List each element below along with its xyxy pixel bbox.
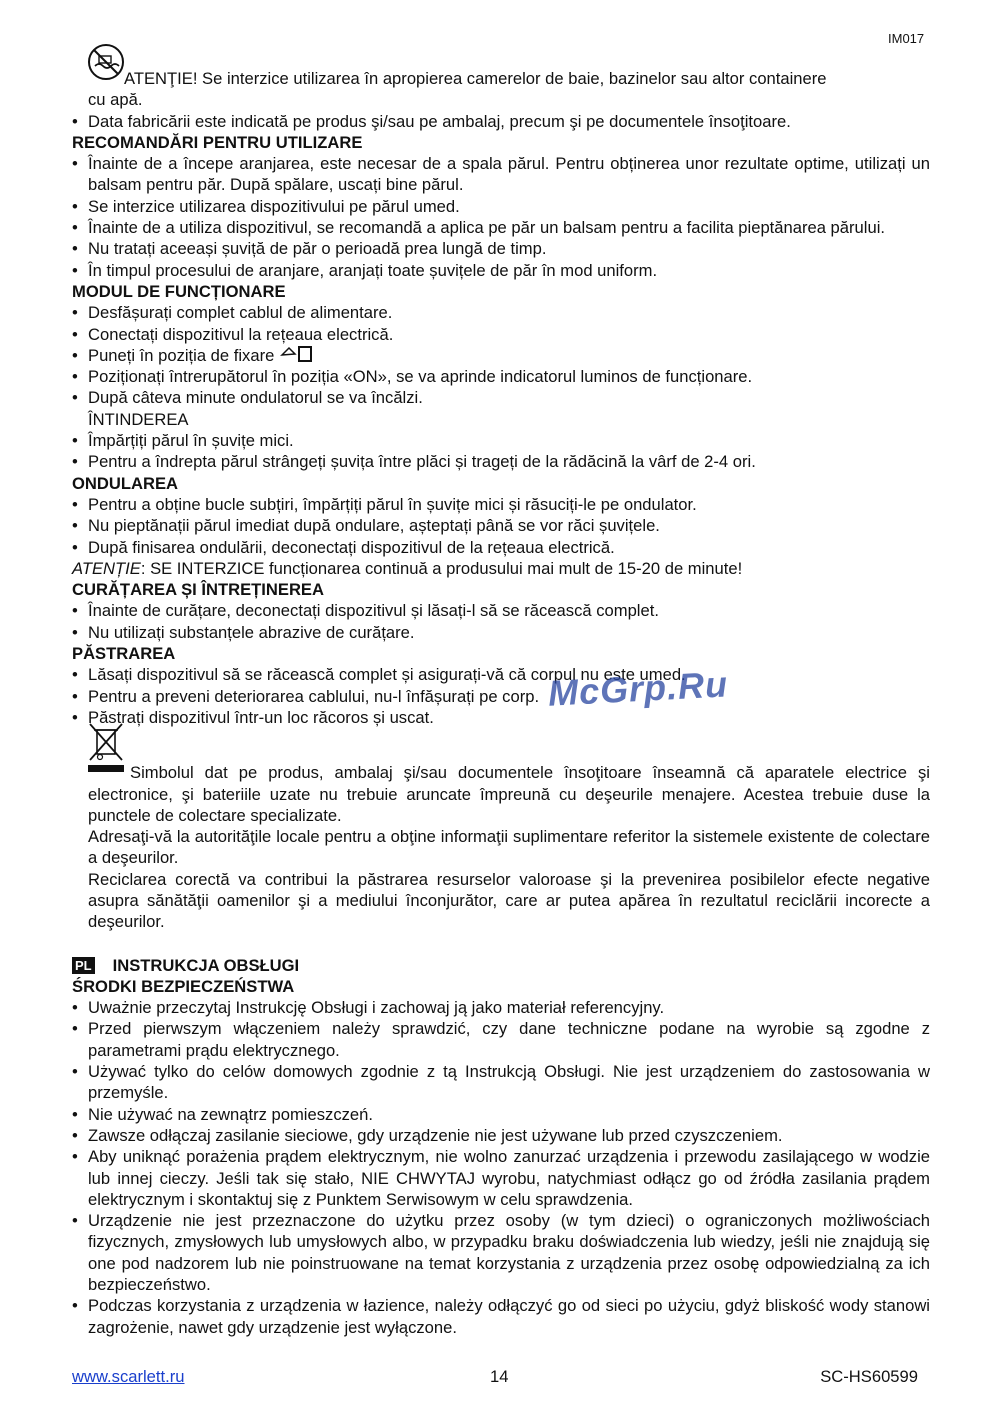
no-water-icon xyxy=(86,42,126,82)
recommendations-heading: RECOMANDĂRI PENTRU UTILIZARE xyxy=(72,132,363,152)
pl-safety-item: • Urządzenie nie jest przeznaczone do użytku przez osoby (w tym dzieci) o ograniczonych możliwościach fizycznych, zmysłowych lub umysłowych albo, w przypadku braku doświadczenia lub wiedzy, jeśli nie znajdują się one pod nadzorem lub nie poinstruowane na temat korzystania z urządzenia przez osobę odpowiedzialną za ich bezpieczeństwo. xyxy=(72,1210,930,1295)
recommendation-item: • Înainte de a începe aranjarea, este necesar de a spala părul. Pentru obținerea unor rezultate optime, utilizați un balsam pentru păr. După spălare, uscați bine părul. xyxy=(72,153,930,196)
manufacture-date-item: • Data fabricării este indicată pe produs şi/sau pe ambalaj, precum şi pe documentele însoţitoare. xyxy=(72,111,930,132)
storage-heading: PĂSTRAREA xyxy=(72,644,176,664)
operation-item: • Desfășurați complet cablul de alimentare. xyxy=(72,302,930,323)
warning-label: ATENȚIE xyxy=(72,558,141,578)
page-content xyxy=(72,68,930,1338)
recommendation-item: • Înainte de a utiliza dispozitivul, se recomandă a aplica pe păr un balsam pentru a facilita pieptănarea părului. xyxy=(72,217,930,238)
document-code: IM017 xyxy=(888,31,925,46)
cleaning-heading: CURĂȚAREA ȘI ÎNTREȚINEREA xyxy=(72,580,324,600)
warning-text: : SE INTERZICE funcționarea continuă a produsului mai mult de 15-20 de minute! xyxy=(140,558,743,578)
straightening-item: • Împărțiți părul în șuvițe mici. xyxy=(72,430,930,451)
pl-safety-item: • Podczas korzystania z urządzenia w łazience, należy odłączyć go od sieci po użyciu, gdyż bliskość wody stanowi zagrożenie, nawet gdy urządzenie jest wyłączone. xyxy=(72,1295,930,1338)
pl-safety-heading: ŚRODKI BEZPIECZEŃSTWA xyxy=(72,976,295,996)
operation-heading: MODUL DE FUNCȚIONARE xyxy=(72,281,286,301)
cleaning-item: • Înainte de curățare, deconectați dispozitivul și lăsați-l să se răcească complet. xyxy=(72,600,930,621)
operation-item-text: Puneți în poziția de fixare xyxy=(88,345,275,365)
curling-item: • Pentru a obține bucle subțiri, împărțiți părul în șuvițe mici și răsuciți-le pe ondulator. xyxy=(72,494,930,515)
attention-water-block xyxy=(72,68,930,89)
recommendation-item: • Nu tratați aceeași șuviță de păr o perioadă prea lungă de timp. xyxy=(72,238,930,259)
pl-safety-item: • Używać tylko do celów domowych zgodnie z tą Instrukcją Obsługi. Nie jest urządzeniem do zastosowania w przemyśle. xyxy=(72,1061,930,1104)
curling-heading: ONDULAREA xyxy=(72,473,179,493)
footer-website-link[interactable]: www.scarlett.ru xyxy=(72,1367,185,1386)
cleaning-item: • Nu utilizați substanțele abrazive de curățare. xyxy=(72,622,930,643)
operation-item: • După câteva minute ondulatorul se va încălzi. xyxy=(72,387,930,408)
storage-item: • Păstrați dispozitivul într-un loc răcoros și uscat. xyxy=(72,707,930,728)
pl-safety-item: • Przed pierwszym włączeniem należy sprawdzić, czy dane techniczne podane na wyrobie są zgodne z parametrami prądu elektrycznego. xyxy=(72,1018,930,1061)
disposal-block xyxy=(72,728,930,932)
disposal-paragraph: Simbolul dat pe produs, ambalaj şi/sau documentele însoţitoare înseamnă că aparatele electrice şi electronice, şi bateriile uzate nu trebuie aruncate împreună cu deşeurile menajere. Acestea trebuie duse la punctele de colectare specializate. xyxy=(88,763,930,825)
straightening-item: • Pentru a îndrepta părul strângeți șuvița între plăci și trageți de la rădăcină la vârf de 2-4 ori. xyxy=(72,451,930,472)
pl-safety-item: • Nie używać na zewnątrz pomieszczeń. xyxy=(72,1104,930,1125)
pl-section-title xyxy=(72,955,930,976)
language-badge: PL xyxy=(72,957,95,974)
continuous-use-warning xyxy=(72,558,930,579)
storage-item: • Lăsați dispozitivul să se răcească complet și asigurați-vă că corpul nu este umed. xyxy=(72,664,930,685)
disposal-paragraph: Reciclarea corectă va contribui la păstrarea resurselor valoroase şi la prevenirea posibilelor efecte negative asupra sănătăţii oamenilor şi a mediului înconjurător, care ar putea apărea în rezultatul reciclării incorecte a deşeurilor. xyxy=(88,869,930,932)
pl-safety-item: • Zawsze odłączaj zasilanie sieciowe, gdy urządzenie nie jest używane lub przed czyszczeniem. xyxy=(72,1125,930,1146)
page-number: 14 xyxy=(490,1367,509,1386)
storage-item: • Pentru a preveni deteriorarea cablului, nu-l înfășurați pe corp. xyxy=(72,686,930,707)
operation-item: • Poziționați întrerupătorul în poziția «ON», se va aprinde indicatorul luminos de funcționare. xyxy=(72,366,930,387)
operation-item: • Conectați dispozitivul la rețeaua electrică. xyxy=(72,324,930,345)
model-number: SC-HS60599 xyxy=(820,1367,918,1386)
pl-safety-item: • Uważnie przeczytaj Instrukcję Obsługi i zachowaj ją jako materiał referencyjny. xyxy=(72,997,930,1018)
pl-title-text: INSTRUKCJA OBSŁUGI xyxy=(112,955,300,975)
fixing-position-icon xyxy=(279,345,313,363)
attention-water-text-cont: cu apă. xyxy=(88,90,143,110)
recommendation-item: • Se interzice utilizarea dispozitivului pe părul umed. xyxy=(72,196,930,217)
crossed-bin-icon xyxy=(86,722,126,774)
operation-item xyxy=(72,345,930,366)
recommendation-item: • În timpul procesului de aranjare, aranjați toate șuvițele de păr în mod uniform. xyxy=(72,260,930,281)
straightening-heading: ÎNTINDEREA xyxy=(88,409,189,429)
curling-item: • După finisarea ondulării, deconectați dispozitivul de la rețeaua electrică. xyxy=(72,537,930,558)
attention-water-text: ATENŢIE! Se interzice utilizarea în apropierea camerelor de baie, bazinelor sau altor containere xyxy=(124,69,827,88)
disposal-paragraph: Adresaţi-vă la autorităţile locale pentru a obţine informaţii suplimentare referitor la sistemele existente de colectare a deşeurilor. xyxy=(88,827,930,868)
curling-item: • Nu pieptănații părul imediat după ondulare, așteptați până se vor răci șuvițele. xyxy=(72,515,930,536)
pl-safety-item: • Aby uniknąć porażenia prądem elektrycznym, nie wolno zanurzać urządzenia i przewodu zasilającego w wodzie lub innej cieczy. Jeśli tak się stało, NIE CHWYTAJ wyrobu, natychmiast odłącz go od źródła zasilania prądem elektrycznym i skontaktuj się z Punktem Serwisowym w celu sprawdzenia. xyxy=(72,1146,930,1210)
watermark: McGrp.Ru xyxy=(547,663,729,714)
